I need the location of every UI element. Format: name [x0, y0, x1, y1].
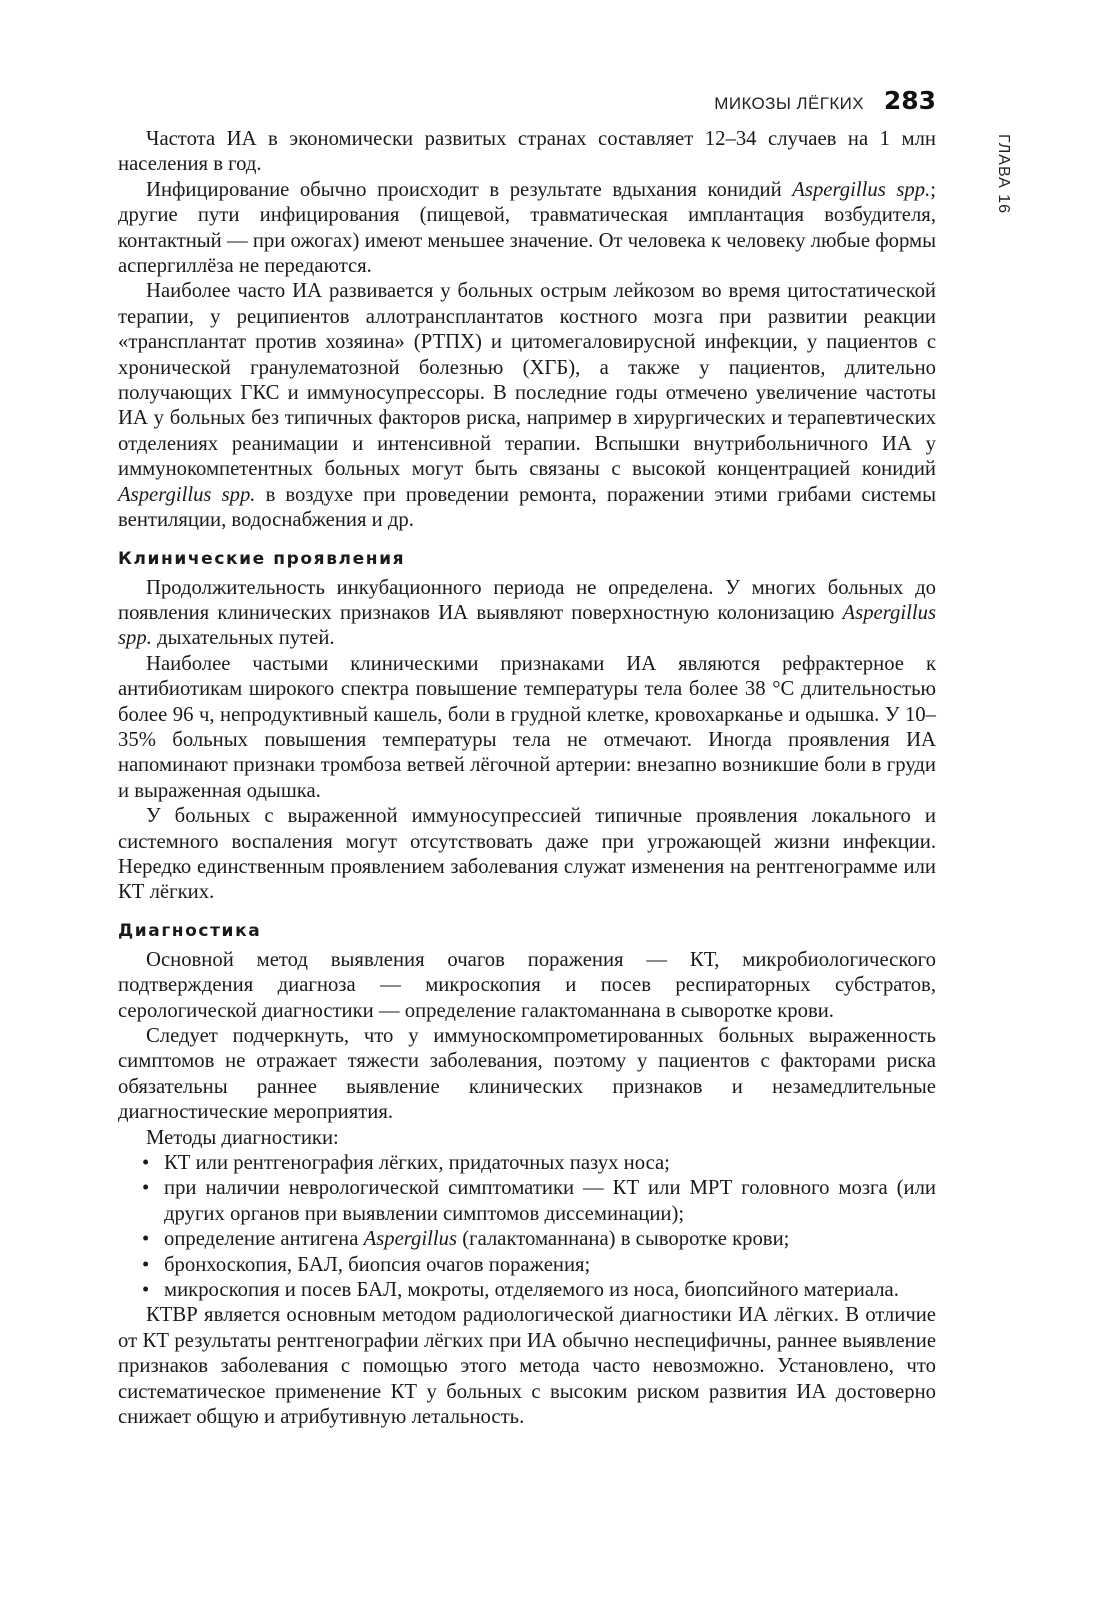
paragraph-methods-intro: Методы диагностики:	[146, 1126, 339, 1149]
paragraph-symptoms: Наиболее частыми клиническими признаками ИА являются рефрактерное к антибиотикам широкого спектра повышение температуры тела более 38 °С длительностью более 96 ч, непродуктивный кашель, боли в грудной клетке, кровохарканье и одышка. У 10–35% больных повышения температуры тела не отмечают. Иногда проявления ИА напоминают признаки тромбоза ветвей лёгочной артерии: внезапно возникшие боли в груди и выраженная одышка.	[118, 652, 936, 802]
paragraph-main-method: Основной метод выявления очагов поражения — КТ, микробиологического подтверждения диагноза — микроскопия и посев респираторных субстратов, серологической диагностики — определение галактоманнана в сыворотке крови.	[118, 948, 936, 1022]
species-name: Aspergillus spp.	[118, 601, 936, 650]
species-name: Aspergillus	[363, 1228, 458, 1251]
paragraph-emphasis: Следует подчеркнуть, что у иммуноскомпрометированных больных выраженность симптомов не отражает тяжести заболевания, поэтому у пациентов с факторами риска обязательны раннее выявление клинических признаков и незамедлительные диагностические мероприятия.	[118, 1025, 936, 1124]
list-item: • при наличии неврологической симптоматики — КТ или МРТ головного мозга (или других органов при выявлении симптомов диссеминации);	[118, 1176, 936, 1227]
text-span: в воздухе при проведении ремонта, поражении этими грибами системы вентиляции, водоснабжения и др.	[118, 483, 937, 532]
page-number: 283	[883, 86, 936, 115]
list-item	[118, 1227, 936, 1252]
paragraph-infection-routes	[118, 178, 936, 280]
text-span: ; другие пути инфицирования (пищевой, травматическая имплантация возбудителя, контактный — при ожогах) имеют меньшее значение. От человека к человеку любые формы аспергиллёза не передаются.	[118, 178, 936, 278]
text-span: определение антигена	[164, 1228, 364, 1251]
chapter-tab: ГЛАВА 16	[995, 134, 1012, 214]
paragraph-risk-groups	[118, 279, 936, 533]
paragraph-ktvr: КТВР является основным методом радиологической диагностики ИА лёгких. В отличие от КТ результаты рентгенографии лёгких при ИА обычно неспецифичны, раннее выявление признаков заболевания с помощью этого метода часто невозможно. Установлено, что систематическое применение КТ у больных с высоким риском развития ИА достоверно снижает общую и атрибутивную летальность.	[118, 1304, 936, 1429]
running-title: МИКОЗЫ ЛЁГКИХ	[714, 94, 864, 113]
text-span: Продолжительность инкубационного периода не определена. У многих больных до появления клинических признаков ИА выявляют поверхностную колонизацию	[118, 576, 936, 624]
running-head	[118, 86, 936, 122]
section-heading-clinical: Клинические проявления	[118, 548, 406, 569]
paragraph-immunosuppression: У больных с выраженной иммуносупрессией типичные проявления локального и системного воспаления могут отсутствовать даже при угрожающей жизни инфекции. Нередко единственным проявлением заболевания служат изменения на рентгенограмме или КТ лёгких.	[118, 805, 936, 904]
list-item: • КТ или рентгенография лёгких, придаточных пазух носа;	[118, 1151, 936, 1176]
list-item: • микроскопия и посев БАЛ, мокроты, отделяемого из носа, биопсийного материала.	[118, 1278, 936, 1303]
text-span: Наиболее часто ИА развивается у больных острым лейкозом во время цитостатической терапии, у реципиентов аллотрансплантатов костного мозга при развитии реакции «трансплантат против хозяина» (РТПХ) и цитомегаловирусной инфекции, у пациентов с хронической гранулематозной болезнью (ХГБ), а также у пациентов, длительно получающих ГКС и иммуносупрессоры. В последние годы отмечено увеличение частоты ИА у больных без типичных факторов риска, например в хирургических и терапевтических отделениях реанимации и интенсивной терапии. Вспышки внутрибольничного ИА у иммунокомпетентных больных могут быть связаны с высокой концентрацией конидий	[118, 280, 936, 481]
paragraph-incubation	[118, 576, 936, 652]
text-span: (галактоманнана) в сыворотке крови;	[457, 1228, 790, 1251]
text-span: дыхательных путей.	[151, 627, 335, 650]
paragraph-incidence: Частота ИА в экономически развитых странах составляет 12–34 случаев на 1 млн населения в год.	[118, 128, 936, 176]
species-name: Aspergillus spp.	[118, 483, 256, 506]
section-heading-diagnostics: Диагностика	[118, 920, 262, 941]
page-body	[118, 127, 936, 1431]
diagnostic-methods-list	[118, 1151, 936, 1303]
list-item: • бронхоскопия, БАЛ, биопсия очагов поражения;	[118, 1253, 936, 1278]
text-span: Инфицирование обычно происходит в результате вдыхания конидий	[146, 178, 793, 201]
species-name: Aspergillus spp.	[792, 178, 931, 201]
